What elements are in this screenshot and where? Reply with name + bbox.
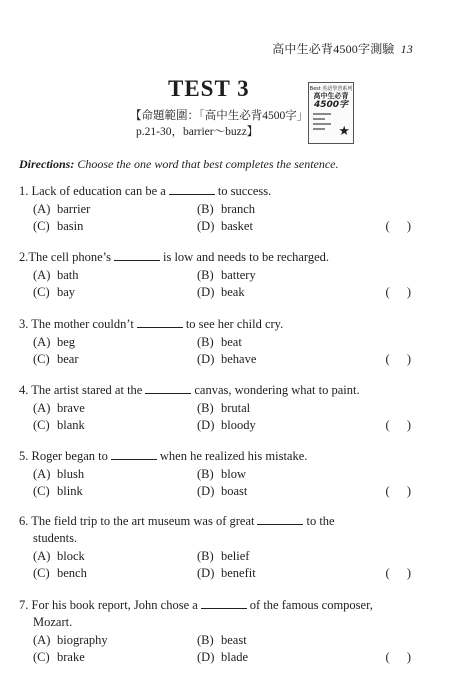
stem-before-blank: The mother couldn’t	[31, 317, 134, 331]
question-number: 7.	[19, 598, 29, 612]
book-cover-thumbnail	[308, 82, 354, 144]
option-text: bay	[57, 285, 76, 299]
test-scope	[130, 108, 308, 140]
option-b: (B) beast	[197, 633, 247, 647]
question	[19, 183, 439, 236]
option-text: bath	[57, 268, 79, 282]
option-text: boast	[221, 484, 248, 498]
question-stem	[19, 249, 439, 266]
option-a: (A) blush	[33, 467, 85, 481]
option-b: (B) battery	[197, 268, 256, 282]
option-text: bloody	[221, 418, 256, 432]
answer-parentheses: ( )	[385, 219, 411, 233]
option-text: blank	[57, 418, 85, 432]
answer-blank	[111, 450, 157, 460]
options	[19, 633, 439, 667]
option-b: (B) beat	[197, 335, 242, 349]
options	[19, 467, 439, 501]
question-number: 5.	[19, 449, 29, 463]
option-a: (A) barrier	[33, 202, 91, 216]
cover-line	[313, 118, 325, 120]
question	[19, 448, 439, 501]
stem-after-blank: to see her child cry.	[185, 317, 284, 331]
option-text: branch	[221, 202, 256, 216]
option-c: (C) blink	[33, 484, 83, 498]
question-number: 1.	[19, 184, 29, 198]
question-stem	[19, 382, 439, 399]
stem-before-blank: Roger began to	[31, 449, 108, 463]
stem-before-blank: The artist stared at the	[31, 383, 143, 397]
cover-illustration-icon: ★	[338, 124, 350, 139]
answer-blank	[137, 318, 183, 328]
question	[19, 316, 439, 369]
question-number: 2.	[19, 250, 29, 264]
option-d: (D) blade	[197, 650, 249, 664]
option-b: (B) branch	[197, 202, 256, 216]
question-stem	[19, 183, 439, 200]
option-text: brave	[57, 401, 85, 415]
answer-blank	[169, 185, 215, 195]
directions-label: Directions:	[19, 157, 75, 171]
option-d: (D) bloody	[197, 418, 256, 432]
option-text: biography	[57, 633, 108, 647]
options	[19, 549, 439, 583]
stem-before-blank: Lack of education can be a	[31, 184, 166, 198]
option-text: beat	[221, 335, 242, 349]
option-a: (A) block	[33, 549, 85, 563]
options	[19, 401, 439, 435]
option-text: blush	[57, 467, 85, 481]
scope-line-2: p.21-30，barrier～buzz】	[136, 126, 259, 138]
question	[19, 513, 439, 583]
stem-after-blank: of the famous composer,	[249, 598, 373, 612]
stem-before-blank: For his book report, John chose a	[31, 598, 198, 612]
page-header	[272, 40, 413, 57]
option-text: brake	[57, 650, 85, 664]
option-c: (C) brake	[33, 650, 85, 664]
answer-parentheses: ( )	[385, 566, 411, 580]
option-d: (D) behave	[197, 352, 257, 366]
option-c: (C) bay	[33, 285, 76, 299]
question	[19, 382, 439, 435]
option-b: (B) blow	[197, 467, 246, 481]
answer-parentheses: ( )	[385, 650, 411, 664]
stem-after-blank: is low and needs to be recharged.	[163, 250, 330, 264]
option-text: beast	[221, 633, 247, 647]
option-text: beak	[221, 285, 245, 299]
option-text: bench	[57, 566, 87, 580]
page-number: 13	[400, 42, 413, 56]
stem-after-blank: when he realized his mistake.	[159, 449, 308, 463]
option-text: belief	[221, 549, 250, 563]
options	[19, 202, 439, 236]
option-text: basket	[221, 219, 253, 233]
option-c: (C) blank	[33, 418, 85, 432]
stem-continuation: Mozart.	[33, 615, 73, 629]
answer-parentheses: ( )	[385, 285, 411, 299]
option-a: (A) brave	[33, 401, 85, 415]
question-number: 3.	[19, 317, 29, 331]
answer-parentheses: ( )	[385, 352, 411, 366]
cover-small-text: Best 英語學習系列	[309, 86, 353, 92]
answer-blank	[145, 384, 191, 394]
option-b: (B) belief	[197, 549, 250, 563]
option-c: (C) bench	[33, 566, 87, 580]
question	[19, 249, 439, 302]
option-text: block	[57, 549, 85, 563]
option-c: (C) bear	[33, 352, 79, 366]
option-c: (C) basin	[33, 219, 84, 233]
option-text: blade	[221, 650, 249, 664]
option-text: benefit	[221, 566, 256, 580]
option-text: brutal	[221, 401, 251, 415]
question-stem	[19, 597, 439, 614]
stem-after-blank: canvas, wondering what to paint.	[194, 383, 360, 397]
option-d: (D) boast	[197, 484, 248, 498]
cover-line	[313, 128, 325, 130]
options	[19, 268, 439, 302]
question-stem	[19, 513, 439, 530]
test-title: TEST 3	[168, 76, 250, 101]
cover-line	[313, 123, 331, 125]
question-number: 6.	[19, 514, 29, 528]
option-text: behave	[221, 352, 257, 366]
stem-before-blank: The cell phone’s	[28, 250, 111, 264]
question-number: 4.	[19, 383, 29, 397]
option-text: barrier	[57, 202, 91, 216]
option-a: (A) beg	[33, 335, 76, 349]
stem-after-blank: to the	[306, 514, 335, 528]
option-text: bear	[57, 352, 79, 366]
book-title: 高中生必背4500字測驗	[272, 42, 395, 56]
option-b: (B) brutal	[197, 401, 251, 415]
option-text: basin	[57, 219, 84, 233]
question-stem	[19, 448, 439, 465]
option-a: (A) bath	[33, 268, 79, 282]
directions-text: Choose the one word that best completes the sentence.	[77, 157, 339, 171]
option-d: (D) basket	[197, 219, 253, 233]
answer-parentheses: ( )	[385, 484, 411, 498]
cover-big-text: 4500字	[313, 100, 349, 110]
scope-line-1: 【命題範圍：「高中生必背4500字」	[130, 110, 309, 122]
answer-blank	[201, 599, 247, 609]
answer-parentheses: ( )	[385, 418, 411, 432]
question-stem	[19, 316, 439, 333]
directions	[19, 157, 339, 172]
option-d: (D) beak	[197, 285, 245, 299]
stem-continuation: students.	[33, 531, 78, 545]
stem-after-blank: to success.	[217, 184, 272, 198]
option-text: battery	[221, 268, 256, 282]
options	[19, 335, 439, 369]
answer-blank	[114, 251, 160, 261]
option-text: blink	[57, 484, 83, 498]
option-text: beg	[57, 335, 76, 349]
option-a: (A) biography	[33, 633, 108, 647]
option-text: blow	[221, 467, 246, 481]
cover-title: 高中生必背	[313, 92, 349, 100]
answer-blank	[257, 515, 303, 525]
option-d: (D) benefit	[197, 566, 256, 580]
question	[19, 597, 439, 667]
cover-line	[313, 113, 331, 115]
stem-before-blank: The field trip to the art museum was of great	[31, 514, 255, 528]
